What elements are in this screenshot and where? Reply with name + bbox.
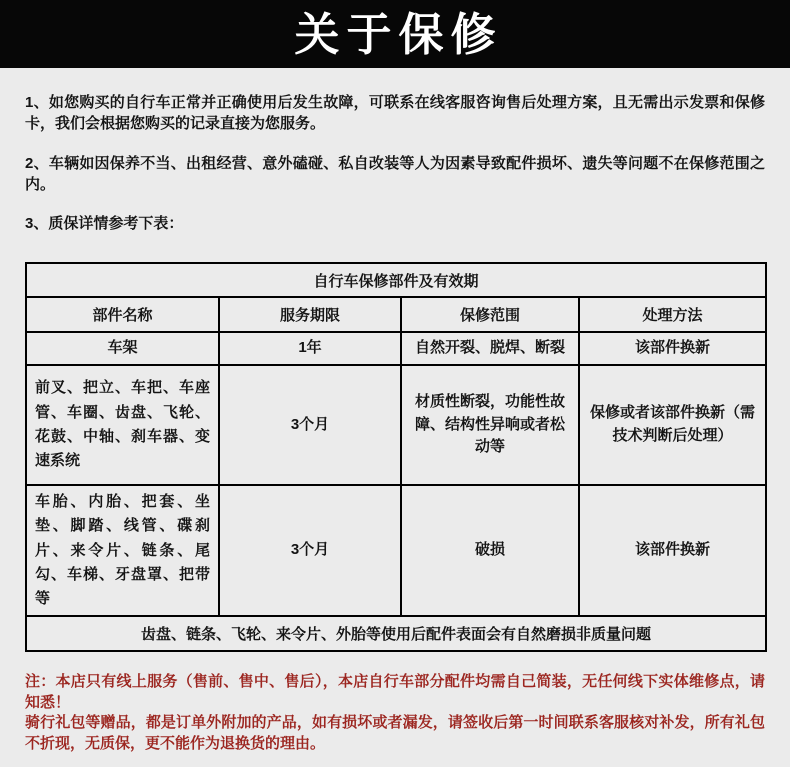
- cell-warranty-scope: 材质性断裂，功能性故障、结构性异响或者松动等: [401, 365, 579, 485]
- warranty-intro-paragraph-1: 1、如您购买的自行车正常并正确使用后发生故障，可联系在线客服咨询售后处理方案，且无需出示发票和保修卡，我们会根据您购买的记录直接为您服务。: [25, 94, 765, 133]
- table-row: [26, 332, 766, 365]
- note-online-service: 注：本店只有线上服务（售前、售中、售后），本店自行车部分配件均需自己简装，无任何线下实体维修点，请知悉！: [25, 673, 765, 711]
- note-gift-policy: 骑行礼包等赠品，都是订单外附加的产品，如有损坏或者漏发，请签收后第一时间联系客服核对补发，所有礼包不折现，无质保，更不能作为退换货的理由。: [25, 714, 765, 752]
- header-part-name: 部件名称: [26, 297, 219, 332]
- page-title-banner: [0, 0, 790, 68]
- table-title: 自行车保修部件及有效期: [26, 263, 766, 297]
- cell-service-period: 1年: [219, 332, 401, 365]
- cell-handling-method: 保修或者该部件换新（需技术判断后处理）: [579, 365, 766, 485]
- table-header-row: [26, 297, 766, 332]
- table-row: [26, 485, 766, 616]
- warranty-notes: [25, 672, 765, 754]
- cell-part-name: 车架: [26, 332, 219, 365]
- warranty-content: [0, 68, 790, 754]
- cell-part-name: 车胎、内胎、把套、坐垫、脚踏、线管、碟刹片、来令片、链条、尾勾、车梯、牙盘罩、把带等: [26, 485, 219, 616]
- cell-part-name: 前叉、把立、车把、车座管、车圈、齿盘、飞轮、花鼓、中轴、刹车器、变速系统: [26, 365, 219, 485]
- cell-warranty-scope: 自然开裂、脱焊、断裂: [401, 332, 579, 365]
- table-footer-note: 齿盘、链条、飞轮、来令片、外胎等使用后配件表面会有自然磨损非质量问题: [26, 616, 766, 651]
- table-row: [26, 365, 766, 485]
- cell-handling-method: 该部件换新: [579, 485, 766, 616]
- cell-handling-method: 该部件换新: [579, 332, 766, 365]
- cell-service-period: 3个月: [219, 485, 401, 616]
- header-handling-method: 处理方法: [579, 297, 766, 332]
- cell-warranty-scope: 破损: [401, 485, 579, 616]
- cell-service-period: 3个月: [219, 365, 401, 485]
- table-footer-row: [26, 616, 766, 651]
- table-title-row: [26, 263, 766, 297]
- warranty-intro-paragraph-3: 3、质保详情参考下表：: [25, 215, 184, 233]
- page-title: 关于保修: [294, 8, 503, 60]
- warranty-intro-paragraph-2: 2、车辆如因保养不当、出租经营、意外磕碰、私自改装等人为因素导致配件损坏、遗失等问题不在保修范围之内。: [25, 154, 765, 193]
- header-warranty-scope: 保修范围: [401, 297, 579, 332]
- header-service-period: 服务期限: [219, 297, 401, 332]
- warranty-table: [25, 262, 767, 652]
